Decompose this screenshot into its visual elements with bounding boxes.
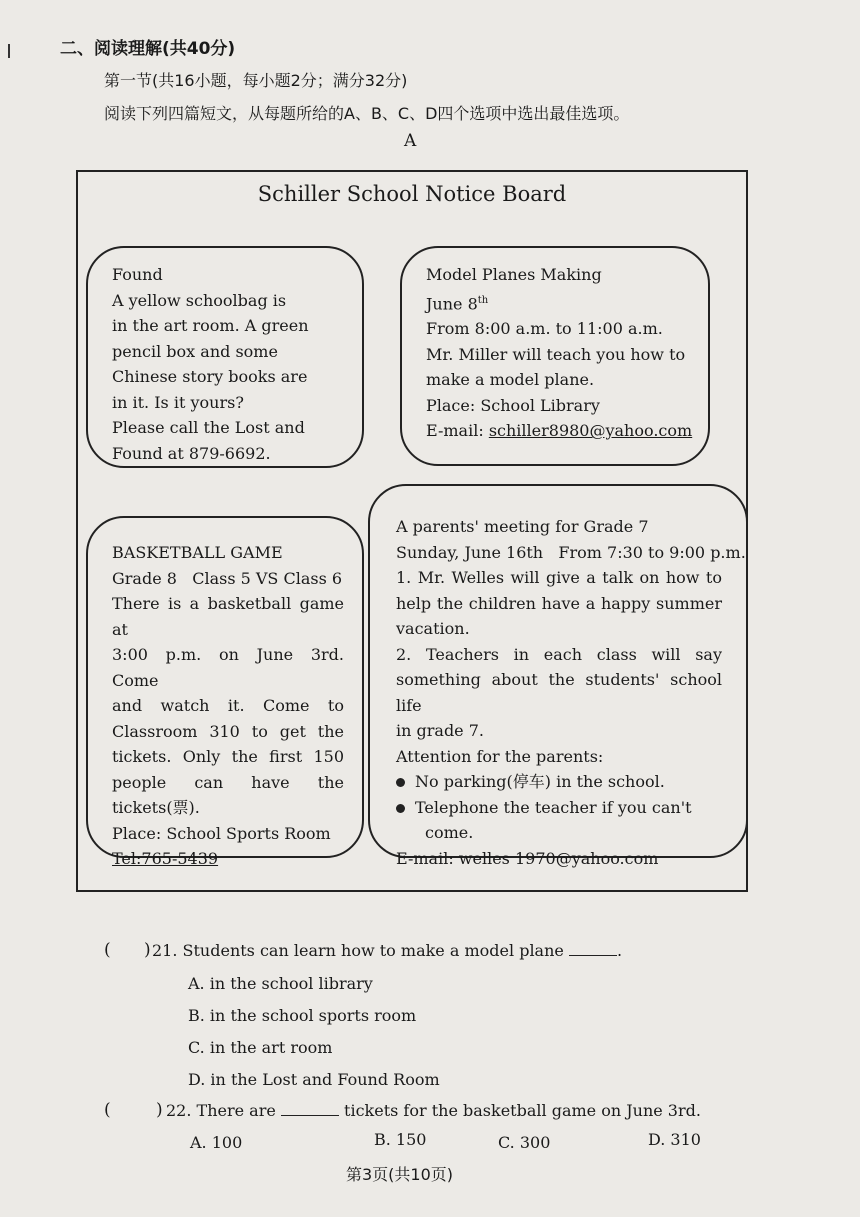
meeting-attention: Attention for the parents: <box>396 746 604 766</box>
basketball-line: tickets(票). <box>112 798 200 817</box>
bullet-icon <box>396 804 405 813</box>
basketball-tel: Tel:765-5439 <box>112 849 219 868</box>
basketball-line: There is a basketball game at <box>112 594 344 639</box>
planes-date: June 8th <box>426 293 489 313</box>
found-line: in the art room. A green <box>112 316 309 335</box>
q21-answer-paren-close: ) <box>144 940 151 960</box>
basketball-line: people can have the <box>112 772 344 792</box>
basketball-teams: Grade 8 Class 5 VS Class 6 <box>112 568 343 588</box>
notice-board-title: Schiller School Notice Board <box>257 182 567 206</box>
q22-option-a[interactable]: A. 100 <box>190 1133 243 1152</box>
q21-answer-paren-open[interactable]: ( <box>104 940 111 960</box>
q22-option-d[interactable]: D. 310 <box>648 1130 701 1149</box>
q22-answer-paren-open[interactable]: ( <box>104 1100 111 1120</box>
meeting-line: something about the students' school life <box>396 670 722 715</box>
meeting-line: 2. Teachers in each class will say <box>396 644 722 664</box>
basketball-place: Place: School Sports Room <box>112 823 331 843</box>
planes-email-line: E-mail: schiller8980@yahoo.com <box>426 421 693 441</box>
page-number: 第3页(共10页) <box>346 1165 454 1184</box>
q21-blank <box>569 941 617 956</box>
q21-option-d[interactable]: D. in the Lost and Found Room <box>188 1070 440 1089</box>
planes-time: From 8:00 a.m. to 11:00 a.m. <box>426 319 663 339</box>
q22-option-b[interactable]: B. 150 <box>374 1130 427 1149</box>
found-line: Chinese story books are <box>112 367 308 386</box>
meeting-bullet: Telephone the teacher if you can't <box>396 795 722 821</box>
q21-stem: 21. Students can learn how to make a model plane . <box>152 941 623 960</box>
found-line: Found at 879-6692. <box>112 443 271 463</box>
meeting-line: in grade 7. <box>396 721 484 740</box>
meeting-bullet: No parking(停车) in the school. <box>396 769 722 795</box>
found-line: in it. Is it yours? <box>112 392 244 412</box>
q21-option-c[interactable]: C. in the art room <box>188 1038 333 1057</box>
q21-option-b[interactable]: B. in the school sports room <box>188 1006 417 1025</box>
q22-answer-paren-close: ) <box>156 1100 163 1120</box>
meeting-time: Sunday, June 16th From 7:30 to 9:00 p.m. <box>396 542 746 562</box>
basketball-notice <box>86 516 364 868</box>
basketball-line: Classroom 310 to get the <box>112 721 344 741</box>
planes-line: make a model plane. <box>426 370 595 390</box>
meeting-line: 1. Mr. Welles will give a talk on how to <box>396 568 722 587</box>
basketball-title: BASKETBALL GAME <box>112 543 283 562</box>
found-line: A yellow schoolbag is <box>112 290 287 310</box>
margin-mark <box>8 44 10 58</box>
section-instruction: 阅读下列四篇短文，从每题所给的A、B、C、D四个选项中选出最佳选项。 <box>104 104 630 123</box>
q21-option-a[interactable]: A. in the school library <box>188 974 373 993</box>
meeting-bullet-cont: come. <box>425 823 474 842</box>
meeting-line: vacation. <box>396 619 470 638</box>
planes-line: Mr. Miller will teach you how to <box>426 344 686 364</box>
parents-meeting-notice <box>368 484 748 868</box>
planes-email[interactable]: schiller8980@yahoo.com <box>488 421 693 441</box>
basketball-line: 3:00 p.m. on June 3rd. Come <box>112 645 344 690</box>
bullet-icon <box>396 778 405 787</box>
found-line: Found <box>112 265 163 284</box>
q22-blank <box>281 1101 339 1116</box>
planes-title: Model Planes Making <box>426 265 602 284</box>
basketball-line: tickets. Only the first 150 <box>112 747 344 766</box>
basketball-line: and watch it. Come to <box>112 696 344 715</box>
model-planes-notice <box>400 246 710 466</box>
meeting-title: A parents' meeting for Grade 7 <box>396 517 649 536</box>
meeting-email: E-mail: welles 1970@yahoo.com <box>396 848 659 868</box>
planes-place: Place: School Library <box>426 395 600 415</box>
q22-option-c[interactable]: C. 300 <box>498 1133 551 1152</box>
meeting-line: help the children have a happy summer <box>396 593 722 613</box>
section-part: 第一节(共16小题，每小题2分；满分32分) <box>104 71 408 90</box>
found-line: Please call the Lost and <box>112 418 305 437</box>
found-line: pencil box and some <box>112 341 278 361</box>
section-title: 二、阅读理解(共40分) <box>60 39 236 59</box>
passage-letter: A <box>404 131 417 151</box>
found-notice <box>86 246 364 468</box>
q22-stem: 22. There are tickets for the basketball game on June 3rd. <box>166 1101 701 1120</box>
